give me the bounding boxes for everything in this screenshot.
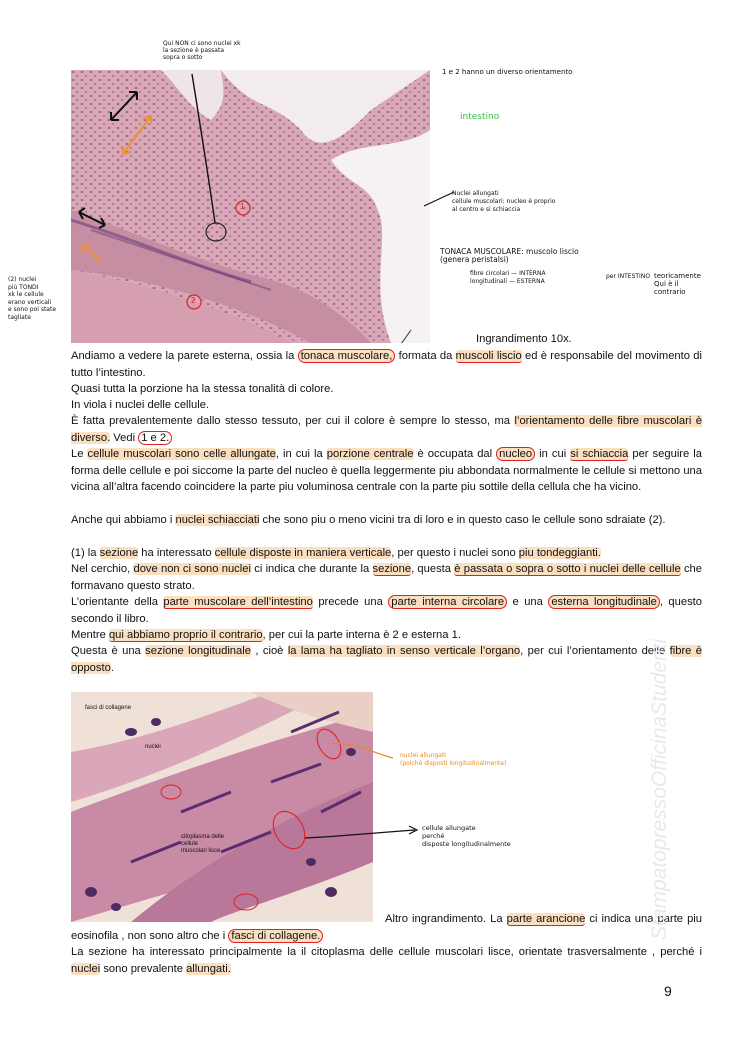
text-segment: , per cui l’orientamento delle	[520, 645, 670, 657]
text-segment: , in cui la	[275, 448, 327, 460]
text-segment: che sono piu o meno vicini tra di loro e in questo caso le cellule sono sdraiate (2).	[259, 514, 666, 526]
highlight-fibre-opposto: fibre è opposto	[71, 645, 703, 674]
paragraph-2	[71, 381, 702, 398]
label-citoplasma: citoplasma delle cellule muscolari lisce	[181, 834, 225, 854]
micrograph-1-drawing	[71, 70, 430, 343]
paragraph-10	[71, 627, 702, 644]
text-segment: Altro ingrandimento. La	[385, 913, 507, 925]
marker-2: 2	[191, 296, 196, 305]
handwritten-per-intestino: per INTESTINO	[606, 273, 651, 280]
caption-ingrandimento-10x: Ingrandimento 10x.	[476, 333, 572, 345]
text-segment: Le	[71, 448, 88, 460]
label-fasci-collagene: fasci di collagene	[85, 705, 132, 711]
highlight-tonaca-muscolare: tonaca muscolare,	[298, 349, 396, 363]
handwritten-cellule-allungate: cellule allungate perché disposte longitudinalmente	[422, 824, 511, 848]
handwritten-tonaca-note: TONACA MUSCOLARE: muscolo liscio (genera peristalsi)	[440, 247, 579, 264]
watermark	[618, 540, 671, 940]
text-segment: Nel cerchio,	[71, 563, 134, 575]
text-segment: , cioè	[250, 645, 288, 657]
text-segment: La sezione ha interessato principalmente la il citoplasma delle cellule muscolari lisce, orientate trasversalmente , perché i	[71, 946, 702, 958]
highlight-sezione: sezione	[99, 547, 139, 559]
text-segment: È fatta prevalentemente dallo stesso tessuto, per cui il colore è sempre lo stesso, ma	[71, 415, 515, 427]
highlight-cellule-verticale: cellule disposte in maniera verticale	[214, 547, 392, 559]
text-segment: , per questo i nuclei sono	[391, 547, 519, 559]
highlight-sezione-2: sezione	[372, 563, 412, 575]
text-segment: , per cui la parte interna è 2 e esterna 1.	[262, 629, 461, 641]
text-segment: Vedi	[110, 431, 139, 444]
handwritten-intestino: intestino	[460, 112, 500, 122]
highlight-interna-circolare: parte interna circolare	[388, 595, 507, 609]
paragraph-9	[71, 594, 702, 627]
paragraph-8	[71, 561, 702, 594]
text-segment: Andiamo a vedere la parete esterna, ossia la	[71, 350, 298, 362]
highlight-sezione-longitudinale: sezione longitudinale	[145, 645, 251, 657]
label-nuclei: nuclei	[145, 744, 161, 750]
handwritten-nuclei-allungati: nuclei allungati (poichè disposti longitudinalmente)	[400, 752, 507, 767]
text-segment: Mentre	[71, 629, 109, 641]
paragraph-5	[71, 446, 702, 496]
marker-1: 1	[240, 202, 245, 211]
handwritten-nuclei-note: Nuclei allungati cellule muscolari: nucleo è proprio al centro e si schiaccia	[452, 190, 556, 213]
highlight-orientamento: l’orientamento delle fibre muscolari è diverso.	[71, 415, 702, 444]
text-segment: Questa è una	[71, 645, 146, 657]
handwritten-fibre-note: fibre circolari — INTERNA longitudinali — ESTERNA	[470, 270, 546, 285]
text-segment: .	[110, 661, 114, 674]
highlight-nuclei-schiacciati: nuclei schiacciati	[175, 514, 260, 526]
bottom-paragraph-1	[71, 911, 702, 944]
paragraph-6	[71, 512, 702, 529]
bottom-paragraph-2	[71, 944, 702, 977]
paragraph-4	[71, 413, 702, 446]
highlight-nuclei: nuclei	[71, 962, 101, 975]
highlight-fasci-collagene: fasci di collagene.	[228, 929, 323, 943]
highlight-contrario: qui abbiamo proprio il contrario	[108, 629, 263, 641]
micrograph-smooth-muscle-10x	[71, 70, 430, 343]
handwritten-teoria-note: teoricamente Qui è il contrario	[654, 272, 701, 296]
paragraph-7	[71, 545, 702, 562]
text-segment: , questa	[411, 563, 455, 575]
text-segment: e una	[507, 596, 549, 608]
highlight-allungati: allungati.	[186, 962, 231, 975]
paragraph-3	[71, 397, 702, 414]
highlight-nucleo: nucleo	[496, 447, 535, 461]
highlight-muscoli-liscio: muscoli liscio	[455, 350, 522, 362]
text-segment: Anche qui abbiamo i	[71, 514, 176, 526]
handwritten-orientation-note: 1 e 2 hanno un diverso orientamento	[442, 68, 573, 76]
text-segment: formata da	[395, 350, 456, 362]
text-segment: ed è responsabile del movimento di tutto l’intestino.	[71, 350, 702, 379]
circled-1-e-2: 1 e 2.	[138, 431, 172, 445]
text-segment: , questo secondo il libro.	[71, 596, 703, 625]
text-segment: ci indica una parte piu eosinofila , non sono altro che i	[71, 913, 703, 942]
handwritten-left-note: (2) nuclei più TONDI xk le cellule erano verticali e sono poi state tagliate	[8, 276, 57, 321]
text-segment: che formavano questo strato.	[71, 563, 702, 592]
text-segment: in cui	[535, 448, 571, 460]
highlight-si-schiaccia: si schiaccia	[570, 448, 629, 460]
text-segment: per seguire la forma delle cellule e poi siccome la parte del nucleo è quella leggermente piu abbondata normalmente le cellule si mettono una vicina all’altra facendo coincidere la parte piu voluminosa centrale con la parte piu sottile della cellula che ha vicino.	[71, 448, 702, 493]
text-segment: ci indica che durante la	[250, 563, 373, 575]
page-number: 9	[664, 983, 672, 999]
highlight-parte-muscolare: parte muscolare dell’intestino	[163, 596, 313, 608]
text-segment: ha interessato	[138, 547, 215, 559]
paragraph-1	[71, 348, 702, 381]
text-segment: (1) la	[71, 547, 100, 559]
highlight-dove-non-nuclei: dove non ci sono nuclei	[133, 563, 251, 575]
highlight-cellule-allungate: cellule muscolari sono celle allungate	[87, 448, 276, 460]
handwritten-note-top: Qui NON ci sono nuclei xk la sezione è passata sopra o sotto	[163, 40, 241, 61]
text-segment: L’orientante della	[71, 596, 164, 608]
paragraph-11	[71, 643, 702, 676]
text-segment: precede una	[312, 596, 389, 608]
highlight-lama-verticale: la lama ha tagliato in senso verticale l’organo	[287, 645, 521, 657]
highlight-passata-sopra-sotto: è passata o sopra o sotto i nuclei delle cellule	[454, 563, 681, 575]
highlight-porzione-centrale: porzione centrale	[326, 448, 414, 460]
highlight-esterna-longitudinale: esterna longitudinale	[548, 595, 660, 609]
highlight-piu-tondeggianti: piu tondeggianti.	[518, 547, 601, 559]
highlight-parte-arancione: parte arancione	[506, 913, 586, 925]
text-segment: In viola i nuclei delle cellule.	[71, 399, 210, 411]
text-segment: è occupata dal	[413, 448, 497, 460]
watermark-text: StampatopressoOfficinaStudenti	[648, 638, 671, 940]
text-segment: Quasi tutta la porzione ha la stessa tonalità di colore.	[71, 383, 334, 395]
text-segment: sono prevalente	[100, 962, 187, 975]
